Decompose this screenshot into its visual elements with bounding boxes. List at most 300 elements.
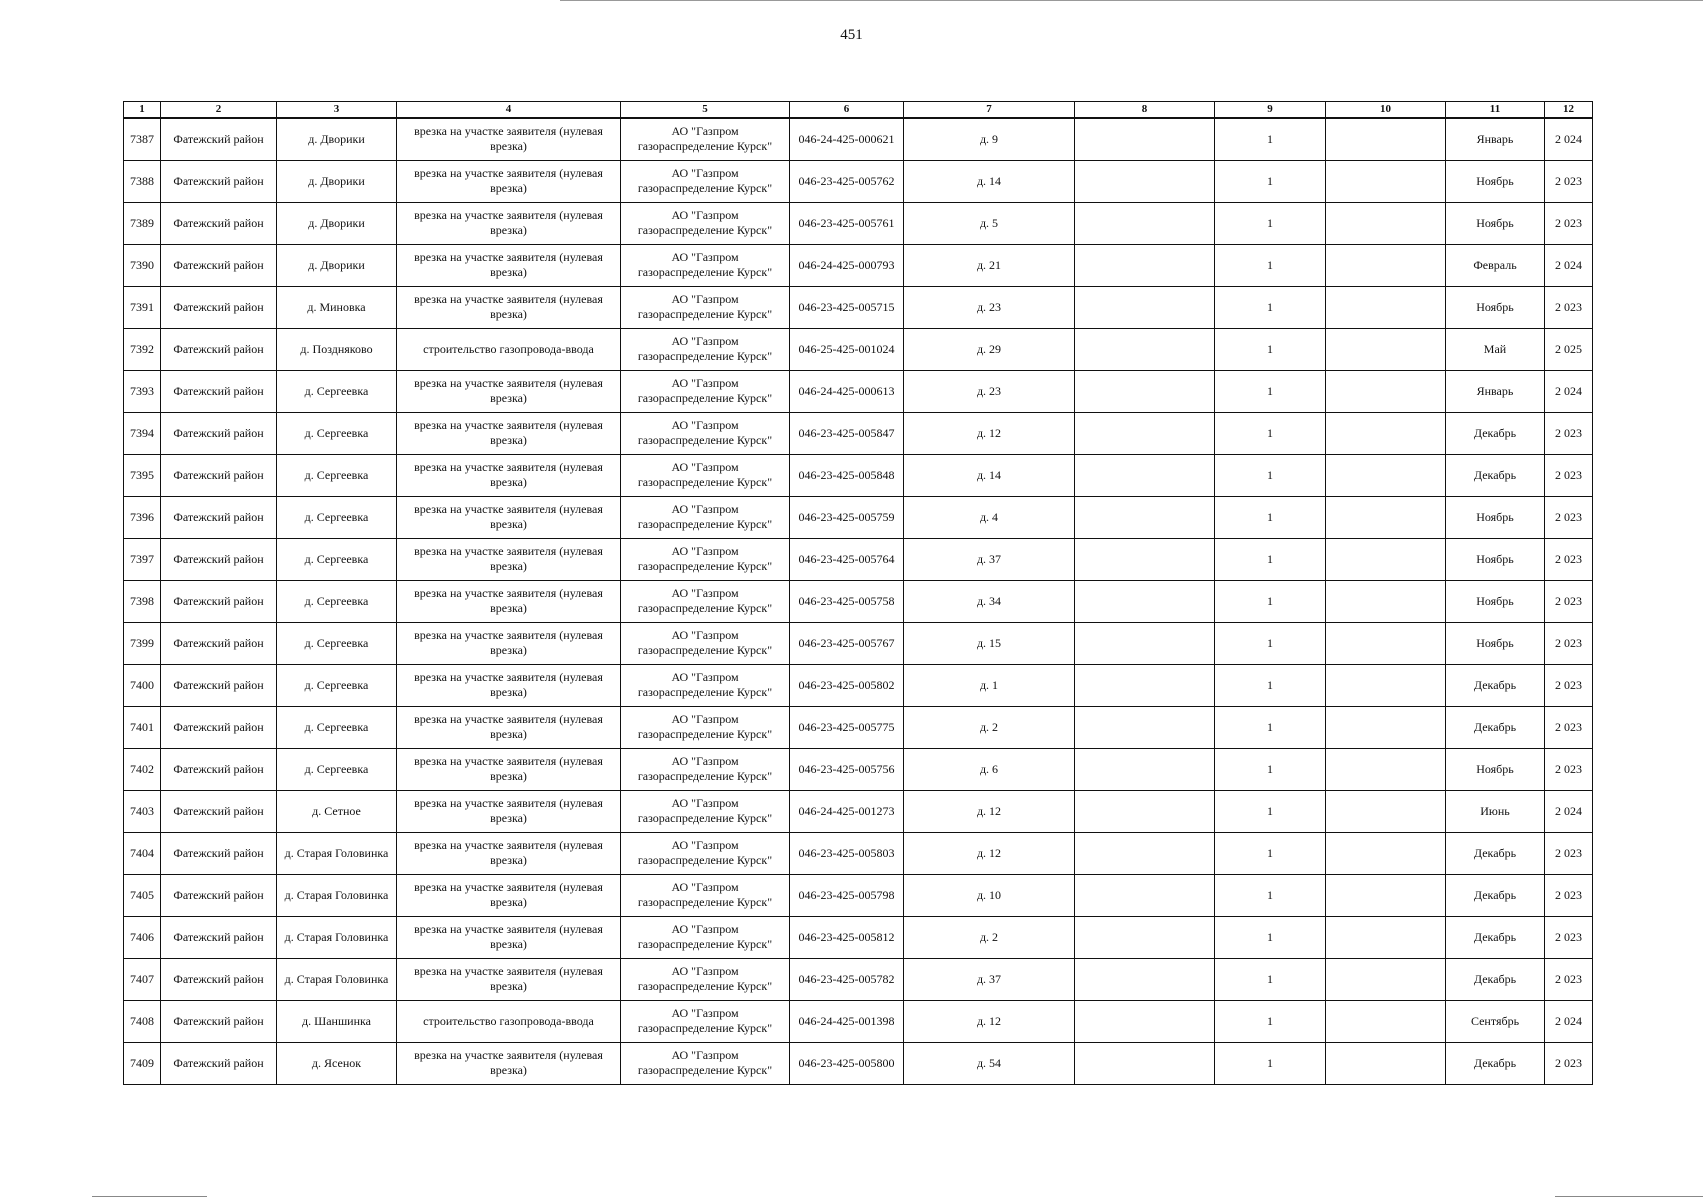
district-cell: Фатежский район xyxy=(161,496,277,538)
column-8-cell xyxy=(1075,328,1215,370)
register-table xyxy=(123,101,1593,1085)
month-cell: Ноябрь xyxy=(1446,202,1545,244)
month-cell: Декабрь xyxy=(1446,1042,1545,1084)
application-id-cell: 046-23-425-005764 xyxy=(790,538,904,580)
column-header-12: 12 xyxy=(1545,102,1593,119)
locality-cell: д. Миновка xyxy=(277,286,397,328)
table-row xyxy=(124,370,1593,412)
application-id-cell: 046-23-425-005775 xyxy=(790,706,904,748)
house-number-cell: д. 54 xyxy=(904,1042,1075,1084)
quantity-cell: 1 xyxy=(1215,916,1326,958)
column-header-7: 7 xyxy=(904,102,1075,119)
district-cell: Фатежский район xyxy=(161,1000,277,1042)
scan-edge-bottom-left xyxy=(92,1196,207,1197)
district-cell: Фатежский район xyxy=(161,1042,277,1084)
year-cell: 2 023 xyxy=(1545,454,1593,496)
house-number-cell: д. 6 xyxy=(904,748,1075,790)
district-cell: Фатежский район xyxy=(161,538,277,580)
column-8-cell xyxy=(1075,664,1215,706)
application-id-cell: 046-23-425-005847 xyxy=(790,412,904,454)
table-row xyxy=(124,790,1593,832)
organization-cell: АО "Газпром газораспределение Курск" xyxy=(621,412,790,454)
house-number-cell: д. 2 xyxy=(904,706,1075,748)
row-number: 7402 xyxy=(124,748,161,790)
month-cell: Ноябрь xyxy=(1446,160,1545,202)
table-row xyxy=(124,664,1593,706)
table-row xyxy=(124,1042,1593,1084)
column-8-cell xyxy=(1075,454,1215,496)
row-number: 7401 xyxy=(124,706,161,748)
month-cell: Декабрь xyxy=(1446,874,1545,916)
quantity-cell: 1 xyxy=(1215,286,1326,328)
house-number-cell: д. 14 xyxy=(904,160,1075,202)
table-row xyxy=(124,412,1593,454)
quantity-cell: 1 xyxy=(1215,622,1326,664)
table-row xyxy=(124,538,1593,580)
month-cell: Декабрь xyxy=(1446,832,1545,874)
organization-cell: АО "Газпром газораспределение Курск" xyxy=(621,286,790,328)
year-cell: 2 023 xyxy=(1545,916,1593,958)
application-id-cell: 046-23-425-005802 xyxy=(790,664,904,706)
organization-cell: АО "Газпром газораспределение Курск" xyxy=(621,496,790,538)
row-number: 7389 xyxy=(124,202,161,244)
organization-cell: АО "Газпром газораспределение Курск" xyxy=(621,454,790,496)
year-cell: 2 023 xyxy=(1545,748,1593,790)
application-id-cell: 046-24-425-000793 xyxy=(790,244,904,286)
work-type-cell: строительство газопровода-ввода xyxy=(397,328,621,370)
column-header-1: 1 xyxy=(124,102,161,119)
year-cell: 2 024 xyxy=(1545,370,1593,412)
district-cell: Фатежский район xyxy=(161,832,277,874)
column-header-9: 9 xyxy=(1215,102,1326,119)
year-cell: 2 024 xyxy=(1545,1000,1593,1042)
column-8-cell xyxy=(1075,496,1215,538)
district-cell: Фатежский район xyxy=(161,622,277,664)
table-body xyxy=(124,118,1593,1084)
organization-cell: АО "Газпром газораспределение Курск" xyxy=(621,160,790,202)
locality-cell: д. Дворики xyxy=(277,244,397,286)
year-cell: 2 023 xyxy=(1545,412,1593,454)
quantity-cell: 1 xyxy=(1215,706,1326,748)
row-number: 7391 xyxy=(124,286,161,328)
house-number-cell: д. 10 xyxy=(904,874,1075,916)
work-type-cell: врезка на участке заявителя (нулевая врезка) xyxy=(397,496,621,538)
district-cell: Фатежский район xyxy=(161,790,277,832)
quantity-cell: 1 xyxy=(1215,790,1326,832)
year-cell: 2 023 xyxy=(1545,958,1593,1000)
column-8-cell xyxy=(1075,244,1215,286)
column-8-cell xyxy=(1075,958,1215,1000)
column-10-cell xyxy=(1326,790,1446,832)
district-cell: Фатежский район xyxy=(161,580,277,622)
row-number: 7404 xyxy=(124,832,161,874)
organization-cell: АО "Газпром газораспределение Курск" xyxy=(621,1042,790,1084)
house-number-cell: д. 12 xyxy=(904,790,1075,832)
column-10-cell xyxy=(1326,370,1446,412)
year-cell: 2 024 xyxy=(1545,118,1593,160)
month-cell: Ноябрь xyxy=(1446,622,1545,664)
year-cell: 2 023 xyxy=(1545,832,1593,874)
column-8-cell xyxy=(1075,1042,1215,1084)
column-10-cell xyxy=(1326,328,1446,370)
locality-cell: д. Дворики xyxy=(277,118,397,160)
house-number-cell: д. 1 xyxy=(904,664,1075,706)
house-number-cell: д. 29 xyxy=(904,328,1075,370)
locality-cell: д. Ясенок xyxy=(277,1042,397,1084)
year-cell: 2 024 xyxy=(1545,790,1593,832)
month-cell: Декабрь xyxy=(1446,664,1545,706)
month-cell: Январь xyxy=(1446,370,1545,412)
column-8-cell xyxy=(1075,370,1215,412)
row-number: 7407 xyxy=(124,958,161,1000)
application-id-cell: 046-23-425-005715 xyxy=(790,286,904,328)
work-type-cell: врезка на участке заявителя (нулевая врезка) xyxy=(397,958,621,1000)
application-id-cell: 046-23-425-005762 xyxy=(790,160,904,202)
month-cell: Декабрь xyxy=(1446,916,1545,958)
work-type-cell: врезка на участке заявителя (нулевая врезка) xyxy=(397,874,621,916)
row-number: 7406 xyxy=(124,916,161,958)
organization-cell: АО "Газпром газораспределение Курск" xyxy=(621,790,790,832)
column-8-cell xyxy=(1075,118,1215,160)
locality-cell: д. Поздняково xyxy=(277,328,397,370)
organization-cell: АО "Газпром газораспределение Курск" xyxy=(621,622,790,664)
column-header-8: 8 xyxy=(1075,102,1215,119)
column-10-cell xyxy=(1326,538,1446,580)
locality-cell: д. Сергеевка xyxy=(277,706,397,748)
year-cell: 2 023 xyxy=(1545,538,1593,580)
house-number-cell: д. 23 xyxy=(904,286,1075,328)
locality-cell: д. Дворики xyxy=(277,160,397,202)
table-row xyxy=(124,244,1593,286)
district-cell: Фатежский район xyxy=(161,748,277,790)
locality-cell: д. Сергеевка xyxy=(277,748,397,790)
application-id-cell: 046-23-425-005758 xyxy=(790,580,904,622)
house-number-cell: д. 4 xyxy=(904,496,1075,538)
house-number-cell: д. 2 xyxy=(904,916,1075,958)
application-id-cell: 046-24-425-001273 xyxy=(790,790,904,832)
year-cell: 2 023 xyxy=(1545,580,1593,622)
table-row xyxy=(124,160,1593,202)
quantity-cell: 1 xyxy=(1215,748,1326,790)
organization-cell: АО "Газпром газораспределение Курск" xyxy=(621,1000,790,1042)
organization-cell: АО "Газпром газораспределение Курск" xyxy=(621,916,790,958)
work-type-cell: врезка на участке заявителя (нулевая врезка) xyxy=(397,538,621,580)
house-number-cell: д. 5 xyxy=(904,202,1075,244)
organization-cell: АО "Газпром газораспределение Курск" xyxy=(621,958,790,1000)
column-10-cell xyxy=(1326,202,1446,244)
locality-cell: д. Сергеевка xyxy=(277,496,397,538)
work-type-cell: врезка на участке заявителя (нулевая врезка) xyxy=(397,664,621,706)
quantity-cell: 1 xyxy=(1215,664,1326,706)
scan-edge-bottom-right xyxy=(1555,1196,1703,1197)
month-cell: Январь xyxy=(1446,118,1545,160)
column-10-cell xyxy=(1326,874,1446,916)
quantity-cell: 1 xyxy=(1215,580,1326,622)
work-type-cell: врезка на участке заявителя (нулевая врезка) xyxy=(397,286,621,328)
locality-cell: д. Дворики xyxy=(277,202,397,244)
column-8-cell xyxy=(1075,202,1215,244)
work-type-cell: врезка на участке заявителя (нулевая врезка) xyxy=(397,202,621,244)
house-number-cell: д. 21 xyxy=(904,244,1075,286)
district-cell: Фатежский район xyxy=(161,370,277,412)
work-type-cell: врезка на участке заявителя (нулевая врезка) xyxy=(397,622,621,664)
work-type-cell: врезка на участке заявителя (нулевая врезка) xyxy=(397,916,621,958)
month-cell: Ноябрь xyxy=(1446,496,1545,538)
organization-cell: АО "Газпром газораспределение Курск" xyxy=(621,748,790,790)
application-id-cell: 046-23-425-005761 xyxy=(790,202,904,244)
column-8-cell xyxy=(1075,580,1215,622)
column-10-cell xyxy=(1326,496,1446,538)
house-number-cell: д. 12 xyxy=(904,412,1075,454)
header-row xyxy=(124,102,1593,119)
locality-cell: д. Старая Головинка xyxy=(277,916,397,958)
year-cell: 2 024 xyxy=(1545,244,1593,286)
column-10-cell xyxy=(1326,580,1446,622)
locality-cell: д. Старая Головинка xyxy=(277,958,397,1000)
work-type-cell: врезка на участке заявителя (нулевая врезка) xyxy=(397,580,621,622)
work-type-cell: строительство газопровода-ввода xyxy=(397,1000,621,1042)
organization-cell: АО "Газпром газораспределение Курск" xyxy=(621,874,790,916)
organization-cell: АО "Газпром газораспределение Курск" xyxy=(621,370,790,412)
locality-cell: д. Сергеевка xyxy=(277,622,397,664)
column-10-cell xyxy=(1326,832,1446,874)
row-number: 7396 xyxy=(124,496,161,538)
locality-cell: д. Сергеевка xyxy=(277,454,397,496)
column-header-4: 4 xyxy=(397,102,621,119)
column-10-cell xyxy=(1326,160,1446,202)
application-id-cell: 046-23-425-005782 xyxy=(790,958,904,1000)
month-cell: Май xyxy=(1446,328,1545,370)
year-cell: 2 023 xyxy=(1545,1042,1593,1084)
quantity-cell: 1 xyxy=(1215,874,1326,916)
column-header-5: 5 xyxy=(621,102,790,119)
column-8-cell xyxy=(1075,286,1215,328)
work-type-cell: врезка на участке заявителя (нулевая врезка) xyxy=(397,706,621,748)
column-8-cell xyxy=(1075,160,1215,202)
column-10-cell xyxy=(1326,286,1446,328)
year-cell: 2 023 xyxy=(1545,874,1593,916)
quantity-cell: 1 xyxy=(1215,370,1326,412)
row-number: 7393 xyxy=(124,370,161,412)
page-number: 451 xyxy=(840,27,863,43)
district-cell: Фатежский район xyxy=(161,160,277,202)
month-cell: Ноябрь xyxy=(1446,286,1545,328)
year-cell: 2 023 xyxy=(1545,664,1593,706)
locality-cell: д. Сергеевка xyxy=(277,664,397,706)
quantity-cell: 1 xyxy=(1215,412,1326,454)
column-10-cell xyxy=(1326,706,1446,748)
year-cell: 2 023 xyxy=(1545,622,1593,664)
application-id-cell: 046-24-425-000613 xyxy=(790,370,904,412)
quantity-cell: 1 xyxy=(1215,160,1326,202)
column-8-cell xyxy=(1075,832,1215,874)
row-number: 7390 xyxy=(124,244,161,286)
district-cell: Фатежский район xyxy=(161,706,277,748)
column-10-cell xyxy=(1326,916,1446,958)
row-number: 7388 xyxy=(124,160,161,202)
scan-edge-top xyxy=(560,0,1703,1)
row-number: 7399 xyxy=(124,622,161,664)
column-10-cell xyxy=(1326,118,1446,160)
organization-cell: АО "Газпром газораспределение Курск" xyxy=(621,244,790,286)
year-cell: 2 023 xyxy=(1545,160,1593,202)
row-number: 7387 xyxy=(124,118,161,160)
house-number-cell: д. 37 xyxy=(904,538,1075,580)
month-cell: Декабрь xyxy=(1446,454,1545,496)
column-10-cell xyxy=(1326,1000,1446,1042)
column-8-cell xyxy=(1075,874,1215,916)
row-number: 7409 xyxy=(124,1042,161,1084)
year-cell: 2 025 xyxy=(1545,328,1593,370)
column-header-10: 10 xyxy=(1326,102,1446,119)
organization-cell: АО "Газпром газораспределение Курск" xyxy=(621,202,790,244)
organization-cell: АО "Газпром газораспределение Курск" xyxy=(621,580,790,622)
row-number: 7394 xyxy=(124,412,161,454)
table-row xyxy=(124,622,1593,664)
house-number-cell: д. 9 xyxy=(904,118,1075,160)
month-cell: Июнь xyxy=(1446,790,1545,832)
locality-cell: д. Сергеевка xyxy=(277,370,397,412)
table-row xyxy=(124,706,1593,748)
table-row xyxy=(124,874,1593,916)
table-row xyxy=(124,832,1593,874)
work-type-cell: врезка на участке заявителя (нулевая врезка) xyxy=(397,244,621,286)
table-row xyxy=(124,496,1593,538)
row-number: 7395 xyxy=(124,454,161,496)
table-row xyxy=(124,748,1593,790)
application-id-cell: 046-23-425-005756 xyxy=(790,748,904,790)
month-cell: Ноябрь xyxy=(1446,538,1545,580)
column-header-6: 6 xyxy=(790,102,904,119)
application-id-cell: 046-23-425-005798 xyxy=(790,874,904,916)
district-cell: Фатежский район xyxy=(161,286,277,328)
row-number: 7398 xyxy=(124,580,161,622)
application-id-cell: 046-24-425-001398 xyxy=(790,1000,904,1042)
month-cell: Ноябрь xyxy=(1446,748,1545,790)
locality-cell: д. Сетное xyxy=(277,790,397,832)
row-number: 7405 xyxy=(124,874,161,916)
application-id-cell: 046-25-425-001024 xyxy=(790,328,904,370)
house-number-cell: д. 12 xyxy=(904,1000,1075,1042)
locality-cell: д. Сергеевка xyxy=(277,412,397,454)
quantity-cell: 1 xyxy=(1215,1042,1326,1084)
month-cell: Ноябрь xyxy=(1446,580,1545,622)
locality-cell: д. Сергеевка xyxy=(277,538,397,580)
table-row xyxy=(124,286,1593,328)
work-type-cell: врезка на участке заявителя (нулевая врезка) xyxy=(397,790,621,832)
district-cell: Фатежский район xyxy=(161,244,277,286)
organization-cell: АО "Газпром газораспределение Курск" xyxy=(621,118,790,160)
quantity-cell: 1 xyxy=(1215,202,1326,244)
work-type-cell: врезка на участке заявителя (нулевая врезка) xyxy=(397,454,621,496)
table-row xyxy=(124,916,1593,958)
month-cell: Декабрь xyxy=(1446,958,1545,1000)
table-row xyxy=(124,958,1593,1000)
house-number-cell: д. 23 xyxy=(904,370,1075,412)
column-8-cell xyxy=(1075,916,1215,958)
column-8-cell xyxy=(1075,748,1215,790)
work-type-cell: врезка на участке заявителя (нулевая врезка) xyxy=(397,160,621,202)
table-row xyxy=(124,454,1593,496)
table-row xyxy=(124,202,1593,244)
column-header-2: 2 xyxy=(161,102,277,119)
month-cell: Февраль xyxy=(1446,244,1545,286)
column-10-cell xyxy=(1326,454,1446,496)
column-header-11: 11 xyxy=(1446,102,1545,119)
organization-cell: АО "Газпром газораспределение Курск" xyxy=(621,538,790,580)
month-cell: Сентябрь xyxy=(1446,1000,1545,1042)
quantity-cell: 1 xyxy=(1215,118,1326,160)
quantity-cell: 1 xyxy=(1215,538,1326,580)
locality-cell: д. Старая Головинка xyxy=(277,874,397,916)
row-number: 7397 xyxy=(124,538,161,580)
district-cell: Фатежский район xyxy=(161,916,277,958)
application-id-cell: 046-23-425-005803 xyxy=(790,832,904,874)
organization-cell: АО "Газпром газораспределение Курск" xyxy=(621,706,790,748)
application-id-cell: 046-23-425-005767 xyxy=(790,622,904,664)
application-id-cell: 046-23-425-005848 xyxy=(790,454,904,496)
application-id-cell: 046-23-425-005800 xyxy=(790,1042,904,1084)
house-number-cell: д. 37 xyxy=(904,958,1075,1000)
quantity-cell: 1 xyxy=(1215,328,1326,370)
district-cell: Фатежский район xyxy=(161,454,277,496)
column-10-cell xyxy=(1326,1042,1446,1084)
work-type-cell: врезка на участке заявителя (нулевая врезка) xyxy=(397,118,621,160)
house-number-cell: д. 14 xyxy=(904,454,1075,496)
column-10-cell xyxy=(1326,664,1446,706)
column-8-cell xyxy=(1075,706,1215,748)
row-number: 7400 xyxy=(124,664,161,706)
work-type-cell: врезка на участке заявителя (нулевая врезка) xyxy=(397,748,621,790)
column-10-cell xyxy=(1326,748,1446,790)
month-cell: Декабрь xyxy=(1446,706,1545,748)
table-row xyxy=(124,1000,1593,1042)
column-header-3: 3 xyxy=(277,102,397,119)
district-cell: Фатежский район xyxy=(161,412,277,454)
district-cell: Фатежский район xyxy=(161,958,277,1000)
district-cell: Фатежский район xyxy=(161,202,277,244)
work-type-cell: врезка на участке заявителя (нулевая врезка) xyxy=(397,832,621,874)
organization-cell: АО "Газпром газораспределение Курск" xyxy=(621,832,790,874)
table-row xyxy=(124,328,1593,370)
quantity-cell: 1 xyxy=(1215,958,1326,1000)
application-id-cell: 046-24-425-000621 xyxy=(790,118,904,160)
row-number: 7392 xyxy=(124,328,161,370)
row-number: 7408 xyxy=(124,1000,161,1042)
quantity-cell: 1 xyxy=(1215,1000,1326,1042)
locality-cell: д. Старая Головинка xyxy=(277,832,397,874)
district-cell: Фатежский район xyxy=(161,118,277,160)
column-10-cell xyxy=(1326,244,1446,286)
year-cell: 2 023 xyxy=(1545,202,1593,244)
table-row xyxy=(124,118,1593,160)
organization-cell: АО "Газпром газораспределение Курск" xyxy=(621,328,790,370)
column-8-cell xyxy=(1075,622,1215,664)
column-8-cell xyxy=(1075,538,1215,580)
year-cell: 2 023 xyxy=(1545,496,1593,538)
table-row xyxy=(124,580,1593,622)
column-10-cell xyxy=(1326,958,1446,1000)
column-8-cell xyxy=(1075,412,1215,454)
house-number-cell: д. 34 xyxy=(904,580,1075,622)
quantity-cell: 1 xyxy=(1215,832,1326,874)
application-id-cell: 046-23-425-005812 xyxy=(790,916,904,958)
year-cell: 2 023 xyxy=(1545,706,1593,748)
locality-cell: д. Сергеевка xyxy=(277,580,397,622)
column-10-cell xyxy=(1326,622,1446,664)
organization-cell: АО "Газпром газораспределение Курск" xyxy=(621,664,790,706)
column-10-cell xyxy=(1326,412,1446,454)
